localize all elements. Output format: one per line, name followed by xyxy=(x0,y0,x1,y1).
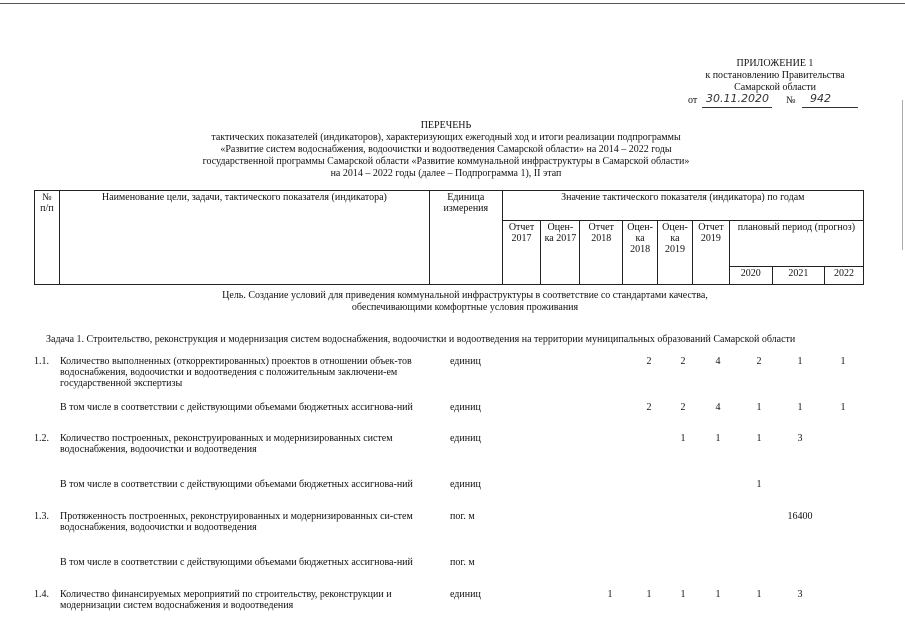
row-value-2021: 1 xyxy=(797,402,803,413)
appendix-line3: Самарской области xyxy=(734,82,816,93)
row-name: Количество выполненных (откорректированных) проектов в отношении объек-тов водоснабжения, водоочистки и водоотведения с положительным заключени-ем государственной экспертизы xyxy=(60,356,412,389)
appendix-block xyxy=(660,58,890,110)
appendix-line1: ПРИЛОЖЕНИЕ 1 xyxy=(736,58,814,69)
row-value-report-2019: 4 xyxy=(715,402,721,413)
row-value-2021: 3 xyxy=(797,589,803,600)
row-value-estimate-2018: 2 xyxy=(646,402,652,413)
row-value-2020: 1 xyxy=(756,433,762,444)
row-value-report-2019: 1 xyxy=(715,433,721,444)
row-num: 1.3. xyxy=(34,511,49,522)
row-unit: единиц xyxy=(450,433,481,444)
title-line1: тактических показателей (индикаторов), характеризующих ежегодный ход и итоги реализации подпрограммы xyxy=(211,132,681,143)
row-unit: единиц xyxy=(450,356,481,367)
indicator-table-header xyxy=(34,190,864,285)
row-value-2020: 1 xyxy=(756,479,762,490)
row-name: В том числе в соответствии с действующими объемами бюджетных ассигнова-ний xyxy=(60,557,413,568)
row-name: Протяженность построенных, реконструированных и модернизированных си-стем водоснабжения, водоочистки и водоотведения xyxy=(60,511,413,533)
header-estimate-2018: Оцен-ка 2018 xyxy=(623,221,658,285)
row-value-2021: 16400 xyxy=(787,511,813,522)
number-underline xyxy=(802,107,858,108)
row-value-estimate-2019: 2 xyxy=(680,402,686,413)
title-line4: на 2014 – 2022 годы (далее – Подпрограмма 1), II этап xyxy=(330,168,562,179)
row-value-report-2019: 4 xyxy=(715,356,721,367)
title-line2: «Развитие систем водоснабжения, водоочистки и водоотведения Самарской области» на 2014 – 2022 годы xyxy=(220,144,672,155)
row-value-estimate-2018: 2 xyxy=(646,356,652,367)
header-year-2021: 2021 xyxy=(772,267,825,285)
header-num: № п/п xyxy=(35,191,60,285)
scan-edge-line xyxy=(902,100,903,250)
header-report-2017: Отчет 2017 xyxy=(502,221,541,285)
goal-line1: Цель. Создание условий для приведения коммунальной инфраструктуры в соответствие со стандартами качества, xyxy=(222,290,708,301)
row-value-estimate-2019: 1 xyxy=(680,589,686,600)
row-value-2020: 1 xyxy=(756,589,762,600)
appendix-line2: к постановлению Правительства xyxy=(705,70,845,81)
row-unit: единиц xyxy=(450,402,481,413)
row-value-2020: 1 xyxy=(756,402,762,413)
task-1-text: Задача 1. Строительство, реконструкция и модернизация систем водоснабжения, водоочистки и водоотведения на территории муниципальных образований Самарской области xyxy=(46,334,796,345)
header-report-2018: Отчет 2018 xyxy=(580,221,623,285)
header-year-2022: 2022 xyxy=(825,267,864,285)
header-estimate-2017: Оцен-ка 2017 xyxy=(541,221,580,285)
number-label: № xyxy=(786,95,796,106)
row-unit: единиц xyxy=(450,589,481,600)
document-title xyxy=(40,120,852,180)
row-name: Количество финансируемых мероприятий по строительству, реконструкции и модернизации систем водоснабжения и водоотведения xyxy=(60,589,392,611)
header-unit: Единица измерения xyxy=(429,191,502,285)
title-main: ПЕРЕЧЕНЬ xyxy=(420,120,472,131)
from-label: от xyxy=(688,95,698,106)
row-num: 1.4. xyxy=(34,589,49,600)
row-unit: пог. м xyxy=(450,557,475,568)
row-value-2020: 2 xyxy=(756,356,762,367)
decree-number: 942 xyxy=(810,92,831,105)
row-value-report-2018: 1 xyxy=(607,589,613,600)
row-name: Количество построенных, реконструированных и модернизированных систем водоснабжения, водоочистки и водоотведения xyxy=(60,433,393,455)
row-value-report-2019: 1 xyxy=(715,589,721,600)
header-year-2020: 2020 xyxy=(729,267,772,285)
title-line3: государственной программы Самарской области «Развитие коммунальной инфраструктуры в Самарской области» xyxy=(202,156,690,167)
decree-date: 30.11.2020 xyxy=(706,92,769,105)
date-underline xyxy=(702,107,772,108)
row-value-estimate-2019: 2 xyxy=(680,356,686,367)
row-value-estimate-2019: 1 xyxy=(680,433,686,444)
goal-line2: обеспечивающими комфортные условия проживания xyxy=(351,302,579,313)
row-value-estimate-2018: 1 xyxy=(646,589,652,600)
header-report-2019: Отчет 2019 xyxy=(692,221,729,285)
row-value-2021: 3 xyxy=(797,433,803,444)
row-name: В том числе в соответствии с действующими объемами бюджетных ассигнова-ний xyxy=(60,402,413,413)
row-value-2021: 1 xyxy=(797,356,803,367)
header-name: Наименование цели, задачи, тактического показателя (индикатора) xyxy=(59,191,429,285)
row-value-2022: 1 xyxy=(840,356,846,367)
goal-text xyxy=(120,290,810,314)
row-unit: единиц xyxy=(450,479,481,490)
row-num: 1.1. xyxy=(34,356,49,367)
header-plan-period: плановый период (прогноз) xyxy=(729,221,863,267)
row-name: В том числе в соответствии с действующими объемами бюджетных ассигнова-ний xyxy=(60,479,413,490)
header-values: Значение тактического показателя (индикатора) по годам xyxy=(502,191,863,221)
row-unit: пог. м xyxy=(450,511,475,522)
page-top-border xyxy=(0,3,905,4)
row-value-2022: 1 xyxy=(840,402,846,413)
row-num: 1.2. xyxy=(34,433,49,444)
appendix-signature-line xyxy=(660,94,890,110)
header-estimate-2019: Оцен-ка 2019 xyxy=(658,221,693,285)
